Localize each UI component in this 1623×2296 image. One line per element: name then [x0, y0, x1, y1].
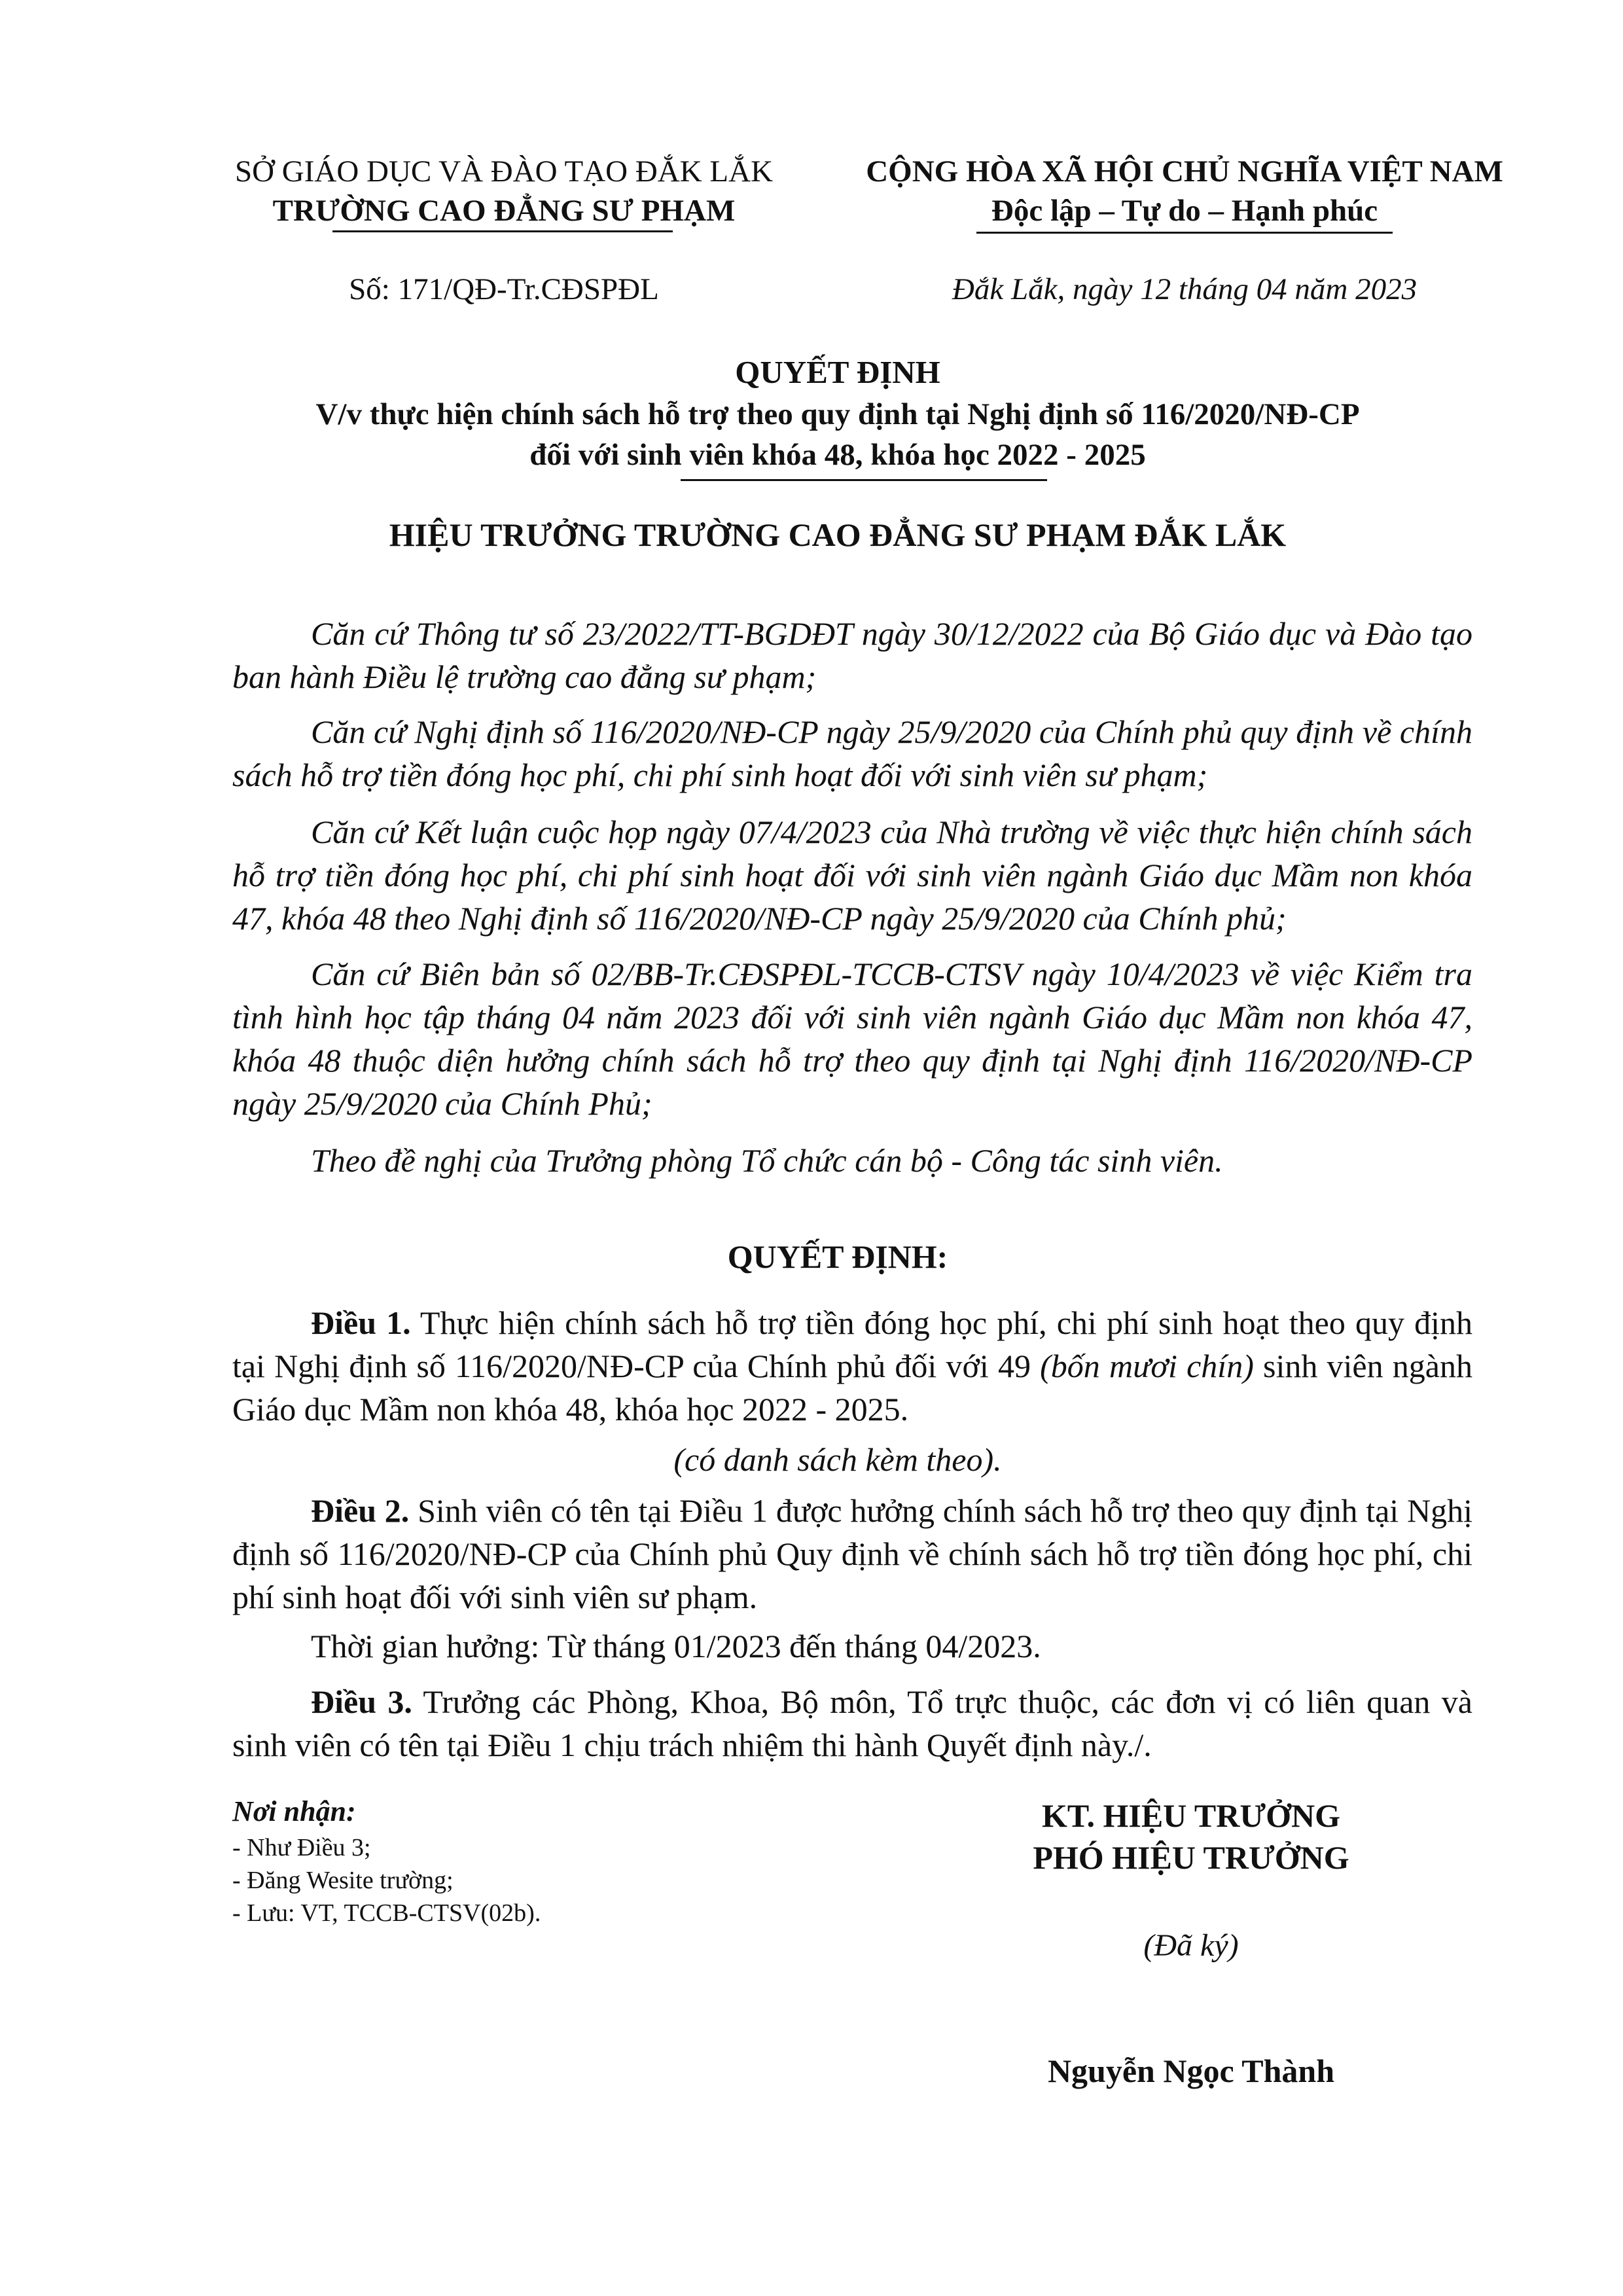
- document-type: QUYẾT ĐỊNH: [735, 354, 940, 390]
- subject-line-2: đối với sinh viên khóa 48, khóa học 2022 - 2025: [529, 438, 1146, 472]
- recipient-item: - Lưu: VT, TCCB-CTSV(02b).: [232, 1899, 541, 1927]
- place-and-date: Đắk Lắk, ngày 12 tháng 04 năm 2023: [952, 272, 1418, 306]
- subject-line-1: V/v thực hiện chính sách hỗ trợ theo quy định tại Nghị định số 116/2020/NĐ-CP: [315, 397, 1360, 431]
- issuing-authority: HIỆU TRƯỞNG TRƯỜNG CAO ĐẲNG SƯ PHẠM ĐẮK LẮK: [389, 516, 1287, 553]
- signature-title-2: PHÓ HIỆU TRƯỞNG: [1033, 1839, 1349, 1876]
- article-3: [232, 1680, 1472, 1767]
- national-motto: Độc lập – Tự do – Hạnh phúc: [991, 194, 1378, 228]
- signature-title-1: KT. HIỆU TRƯỞNG: [1041, 1797, 1341, 1834]
- signed-note: (Đã ký): [1143, 1928, 1239, 1963]
- left-header-underline: [332, 230, 673, 232]
- agency-name: SỞ GIÁO DỤC VÀ ĐÀO TẠO ĐẮK LẮK: [234, 154, 774, 188]
- legal-basis-5: Theo đề nghị của Trưởng phòng Tổ chức cán bộ - Công tác sinh viên.: [311, 1142, 1223, 1179]
- legal-basis-2: Căn cứ Nghị định số 116/2020/NĐ-CP ngày 25/9/2020 của Chính phủ quy định về chính sách hỗ trợ tiền đóng học phí, chi phí sinh hoạt đối với sinh viên sư phạm;: [232, 713, 1472, 793]
- decision-heading: QUYẾT ĐỊNH:: [727, 1238, 948, 1275]
- recipient-item: - Đăng Wesite trường;: [232, 1867, 454, 1894]
- signer-name: Nguyễn Ngọc Thành: [1047, 2053, 1335, 2089]
- article-1: [232, 1301, 1472, 1431]
- article-1-text-1: Thực hiện chính sách hỗ trợ tiền đóng học phí, chi phí sinh hoạt theo quy định tại Nghị định số 116/2020/NĐ-CP của Chính phủ đối với 49: [232, 1304, 1473, 1384]
- attached-list-note: (có danh sách kèm theo).: [673, 1441, 1002, 1478]
- legal-basis-4: Căn cứ Biên bản số 02/BB-Tr.CĐSPĐL-TCCB-CTSV ngày 10/4/2023 về việc Kiểm tra tình hình học tập tháng 04 năm 2023 đối với sinh viên ngành Giáo dục Mầm non khóa 47, khóa 48 thuộc diện hưởng chính sách hỗ trợ theo quy định tại Nghị định 116/2020/NĐ-CP ngày 25/9/2020 của Chính Phủ;: [232, 956, 1472, 1122]
- article-1-italic: (bốn mươi chín): [1040, 1348, 1254, 1384]
- recipient-item: - Như Điều 3;: [232, 1834, 371, 1861]
- article-1-label: Điều 1.: [311, 1304, 411, 1341]
- article-2: [232, 1489, 1472, 1619]
- right-header-underline: [976, 232, 1393, 234]
- article-1-text-2: sinh viên ngành Giáo dục Mầm non khóa 48, khóa học 2022 - 2025.: [232, 1348, 1472, 1427]
- article-3-label: Điều 3.: [311, 1683, 412, 1720]
- document-number: Số: 171/QĐ-Tr.CĐSPĐL: [349, 272, 659, 306]
- legal-basis-1: Căn cứ Thông tư số 23/2022/TT-BGDĐT ngày 30/12/2022 của Bộ Giáo dục và Đào tạo ban hành Điều lệ trường cao đẳng sư phạm;: [232, 615, 1472, 695]
- recipients-heading: Nơi nhận:: [232, 1795, 356, 1827]
- title-underline: [681, 479, 1047, 481]
- legal-basis-3: Căn cứ Kết luận cuộc họp ngày 07/4/2023 của Nhà trường về việc thực hiện chính sách hỗ trợ tiền đóng học phí, chi phí sinh hoạt đối với sinh viên ngành Giáo dục Mầm non khóa 47, khóa 48 theo Nghị định số 116/2020/NĐ-CP ngày 25/9/2020 của Chính phủ;: [232, 814, 1472, 937]
- school-name: TRƯỜNG CAO ĐẲNG SƯ PHẠM: [272, 194, 736, 228]
- article-2-text: Sinh viên có tên tại Điều 1 được hưởng chính sách hỗ trợ theo quy định tại Nghị định số 116/2020/NĐ-CP của Chính phủ Quy định về chính sách hỗ trợ tiền đóng học phí, chi phí sinh hoạt đối với sinh viên sư phạm.: [232, 1492, 1472, 1615]
- benefit-duration: Thời gian hưởng: Từ tháng 01/2023 đến tháng 04/2023.: [311, 1628, 1041, 1664]
- country-name: CỘNG HÒA XÃ HỘI CHỦ NGHĨA VIỆT NAM: [866, 154, 1503, 188]
- article-3-text: Trưởng các Phòng, Khoa, Bộ môn, Tổ trực thuộc, các đơn vị có liên quan và sinh viên có tên tại Điều 1 chịu trách nhiệm thi hành Quyết định này./.: [232, 1683, 1472, 1763]
- article-2-label: Điều 2.: [311, 1492, 410, 1529]
